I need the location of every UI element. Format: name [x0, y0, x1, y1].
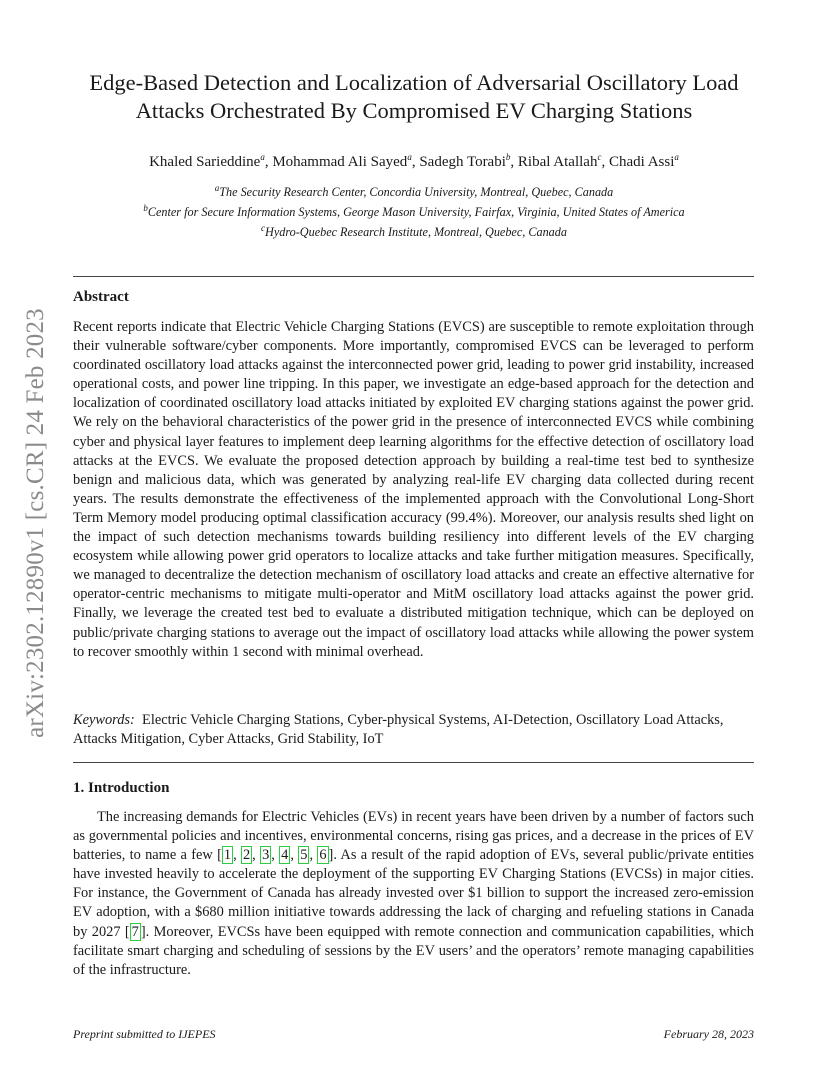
- introduction-text: The increasing demands for Electric Vehicles (EVs) in recent years have been driven by a number of factors such as governmental policies and incentives, environmental concerns, rising gas prices, and a decrease in the prices of EV batteries, to name a few [ 1 , 2 , 3 , 4 , 5 , 6 ]. As a result of the rapid adoption of EVs, several public/private entities have invested heavily to accelerate the deployment of the supporting EV Charging Stations (EVCSs) in major cities. For instance, the Government of Canada has already invested over $1 billion to support the increased zero-emission EV adoption, with a $680 million initiative towards addressing the lack of charging and refueling stations in Canada by 2027 [ 7 ]. Moreover, EVCSs have been equipped with remote connection and communication capabilities, which facilitate smart charging and scheduling of sessions by the EV users’ and the operators’ remote managing capabilities of the infrastructure.: [73, 809, 754, 978]
- author: Chadi Assi$^a$: [608, 152, 679, 170]
- citation-link[interactable]: 1: [223, 847, 232, 864]
- abstract-bottom-rule: [73, 762, 754, 763]
- abstract-text: Recent reports indicate that Electric Vehicle Charging Stations (EVCS) are susceptible to remote exploitation through their vulnerable software/cyber components. More importantly, compromised EVCS can be leveraged to perform coordinated oscillatory load attacks against the interconnected power grid, leading to power grid instability, increased operational costs, and power line tripping. In this paper, we investigate an edge-based approach for the detection and localization of coordinated oscillatory load attacks initiated by exploited EV charging stations against the power grid. We rely on the behavioral characteristics of the power grid in the presence of interconnected EVCS while combining cyber and physical layer features to implement deep learning algorithms for the effective detection of oscillatory load attacks at the EVCS. We evaluate the proposed detection approach by building a real-time test bed to synthesize benign and malicious data, which was generated by analyzing real-life EV charging data collected during recent years. The results demonstrate the effectiveness of the implemented approach with the Convolutional Long-Short Term Memory model producing optimal classification accuracy (99.4%). Moreover, our analysis results shed light on the impact of such detection mechanisms towards building resiliency into different levels of the EV charging ecosystem while allowing power grid operators to localize attacks and take further mitigation measures. Specifically, we managed to decentralize the detection mechanism of oscillatory load attacks and create an effective alternative for operator-centric mechanisms to mitigate multi-operator and MitM oscillatory load attacks against the power grid. Finally, we leverage the created test bed to evaluate a distributed mitigation technique, which can be deployed on public/private charging stations to average out the impact of oscillatory load attacks while allowing the power system to recover smoothly within 1 second with minimal overhead.: [73, 319, 754, 660]
- affiliation: $^a$The Security Research Center, Concordia University, Montreal, Quebec, Canada: [214, 183, 614, 200]
- abstract-top-rule: [73, 276, 754, 277]
- footer-preprint-note: Preprint submitted to IJEPES: [73, 1027, 216, 1041]
- author: Sadegh Torabi$^b$,: [419, 152, 518, 170]
- citation-link[interactable]: 5: [300, 847, 308, 864]
- citation-link[interactable]: 3: [262, 847, 270, 864]
- keywords-label: Keywords:: [73, 712, 135, 728]
- affiliation-list: [60, 180, 768, 240]
- section-heading-introduction: 1. Introduction: [73, 780, 170, 796]
- keywords: [73, 711, 754, 749]
- affiliation: $^b$Center for Secure Information Systems, George Mason University, Fairfax, Virginia, United States of America: [143, 203, 685, 220]
- author: Ribal Atallah$^c$,: [517, 152, 609, 170]
- author: Mohammad Ali Sayed$^a$,: [272, 152, 420, 170]
- footer-date: February 28, 2023: [663, 1027, 754, 1041]
- arxiv-side-stamp: [20, 288, 52, 758]
- citation-link[interactable]: 2: [242, 847, 251, 864]
- abstract-heading: Abstract: [73, 289, 129, 305]
- arxiv-identifier: arXiv:2302.12890v1 [cs.CR] 24 Feb 2023: [22, 308, 49, 738]
- paper-title: Edge-Based Detection and Localization of Adversarial Oscillatory Load Attacks Orchestrated By Compromised EV Charging Stations: [89, 70, 739, 123]
- author-list: [60, 148, 768, 172]
- citation-link[interactable]: 4: [281, 847, 289, 864]
- keywords-text: Electric Vehicle Charging Stations, Cyber-physical Systems, AI-Detection, Oscillatory Load Attacks, Attacks Mitigation, Cyber Attacks, Grid Stability, IoT: [73, 712, 724, 748]
- affiliation: $^c$Hydro-Quebec Research Institute, Montreal, Quebec, Canada: [261, 223, 567, 240]
- author: Khaled Sarieddine$^a$,: [149, 152, 273, 170]
- citation-link[interactable]: 7: [131, 923, 139, 940]
- citation-link[interactable]: 6: [319, 847, 327, 864]
